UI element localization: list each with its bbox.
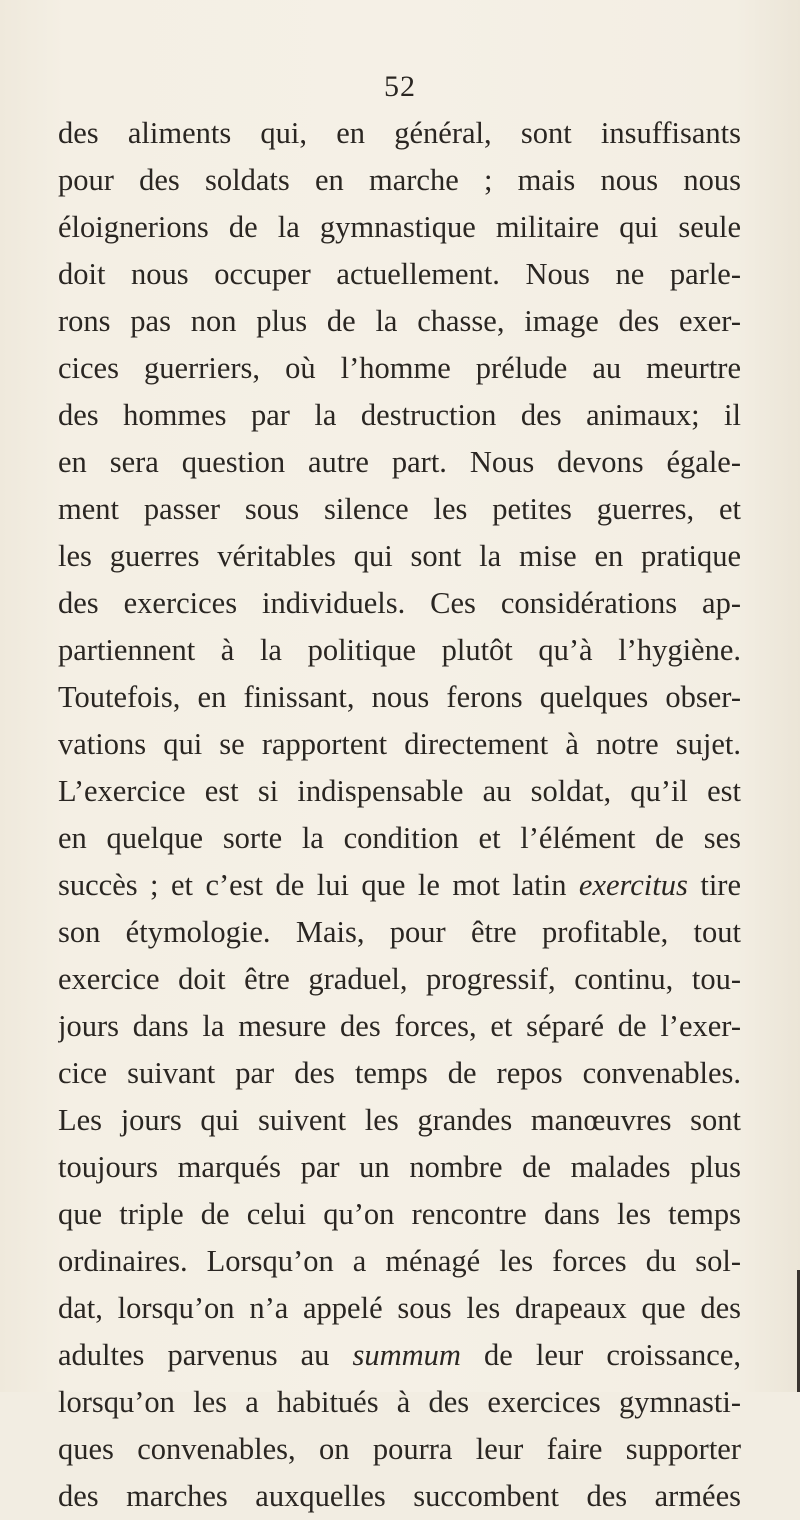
text-line: éloignerions de la gymnastique militaire qui seule: [58, 210, 741, 244]
text-line: ordinaires. Lorsqu’on a ménagé les forces du sol-: [58, 1244, 741, 1278]
text-line: lorsqu’on les a habitués à des exercices gymnasti-: [58, 1385, 741, 1419]
text-line: exercice doit être graduel, progressif, continu, tou-: [58, 962, 741, 996]
text-line: les guerres véritables qui sont la mise en pratique: [58, 539, 741, 573]
text-line: partiennent à la politique plutôt qu’à l’hygiène.: [58, 633, 741, 667]
text-line: des marches auxquelles succombent des armées: [58, 1479, 741, 1513]
text-line: pour des soldats en marche ; mais nous nous: [58, 163, 741, 197]
text-line: son étymologie. Mais, pour être profitable, tout: [58, 915, 741, 949]
text-line: vations qui se rapportent directement à notre sujet.: [58, 727, 741, 761]
text-line: dat, lorsqu’on n’a appelé sous les drapeaux que des: [58, 1291, 741, 1325]
text-line: adultes parvenus au summum de leur croissance,: [58, 1338, 741, 1372]
text-line: en quelque sorte la condition et l’élément de ses: [58, 821, 741, 855]
text-line: ment passer sous silence les petites guerres, et: [58, 492, 741, 526]
text-line: L’exercice est si indispensable au soldat, qu’il est: [58, 774, 741, 808]
text-line: en sera question autre part. Nous devons égale-: [58, 445, 741, 479]
text-line: des aliments qui, en général, sont insuffisants: [58, 116, 741, 150]
latin-term: summum: [352, 1338, 461, 1372]
text-line: toujours marqués par un nombre de malades plus: [58, 1150, 741, 1184]
text-line: doit nous occuper actuellement. Nous ne parle-: [58, 257, 741, 291]
text-line: jours dans la mesure des forces, et séparé de l’exer-: [58, 1009, 741, 1043]
text-line: des hommes par la destruction des animaux; il: [58, 398, 741, 432]
text-line: ques convenables, on pourra leur faire supporter: [58, 1432, 741, 1466]
latin-term: exercitus: [578, 868, 688, 902]
body-text: [58, 110, 741, 1520]
text-line: cices guerriers, où l’homme prélude au meurtre: [58, 351, 741, 385]
text-line: succès ; et c’est de lui que le mot latin exercitus tire: [58, 868, 741, 902]
text-line: cice suivant par des temps de repos convenables.: [58, 1056, 741, 1090]
text-line: que triple de celui qu’on rencontre dans les temps: [58, 1197, 741, 1231]
page-number: 52: [384, 70, 416, 103]
text-line: Toutefois, en finissant, nous ferons quelques obser-: [58, 680, 741, 714]
text-line: rons pas non plus de la chasse, image des exer-: [58, 304, 741, 338]
text-line: des exercices individuels. Ces considérations ap-: [58, 586, 741, 620]
text-line: Les jours qui suivent les grandes manœuvres sont: [58, 1103, 741, 1137]
